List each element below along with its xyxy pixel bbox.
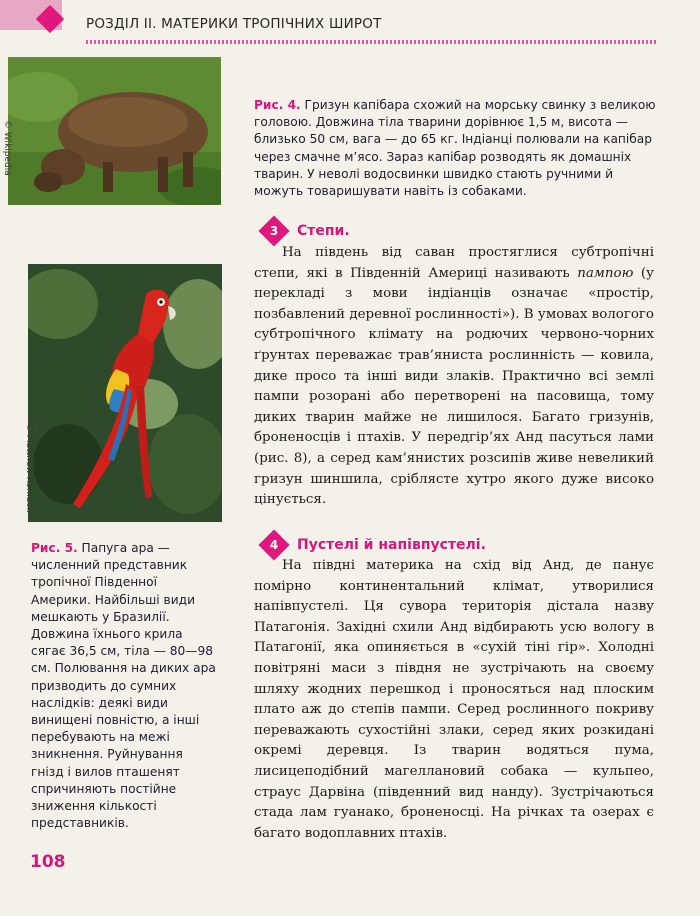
section-4-paragraph: На півдні материка на схід від Анд, де панує помірно континентальний клімат, утворилися напівпустелі. Ця сувора територія дістала назву Патагонія. Західні схили Анд відбирають усю вологу в Патагонії, яка опиняється в «сухій тіні гір». Холодні повітряні маси з півдня не зустрічають на своєму шляху жодних перешкод і проносяться над плоским плато аж до степів пампи. Серед рослинного покриву переважають сухостійні злаки, серед яких розкидані окремі деревця. Із тварин водяться пума, лисицеподібний магеллановий собака — кульпео, страус Дарвіна (південний вид нанду). Зустрічаються стада лам гуанако, броненосці. На річках та озерах є багато водоплавних птахів. (254, 558, 654, 841)
figure-5-caption (31, 540, 217, 832)
term-pampa: пампою (577, 265, 634, 281)
figure-4-label: Рис. 4. (254, 98, 301, 112)
figure-5-label: Рис. 5. (31, 541, 78, 555)
running-header: РОЗДІЛ ІІ. МАТЕРИКИ ТРОПІЧНИХ ШИРОТ (86, 16, 382, 32)
section-3-number-icon (258, 215, 289, 246)
section-4-title: Пустелі й напівпустелі. (297, 537, 486, 553)
section-4-heading (263, 534, 486, 556)
header-dotted-rule (86, 40, 656, 44)
parrot-photo-credit: © Matthew Romack (24, 423, 34, 513)
section-3-text (254, 243, 654, 511)
section-3-number: 3 (269, 224, 279, 238)
section-3-title: Степи. (297, 223, 350, 239)
parrot-photo (28, 264, 222, 522)
section-4-number: 4 (269, 538, 279, 552)
capybara-photo-credit: © Wikipedia (2, 120, 12, 176)
capybara-photo (8, 57, 221, 205)
page-number: 108 (30, 852, 66, 872)
figure-5-text: Папуга ара — численний представник тропічної Південної Америки. Найбільші види мешкають у Бразилії. Довжина їхнього крила сягає 36,5 см, тіла — 80—98 см. Полювання на диких ара призводить до сумних наслідків: деякі види винищені повністю, а інші перебувають на межі зникнення. Руйнування гнізд і вилов пташенят спричиняють постійне зниження кількості представників. (31, 541, 216, 831)
section-3-heading (263, 220, 350, 242)
figure-4-text: Гризун капібара схожий на морську свинку з великою головою. Довжина тіла тварини дорівнює 1,5 м, висота — близько 50 см, вага — до 65 кг. Індіанці полювали на капібар через смачне м’ясо. Зараз капібар розводять як домашніх тварин. У неволі водосвинки швидко стають ручними й можуть товаришувати навіть із собаками. (254, 98, 656, 199)
figure-4-caption (254, 97, 656, 200)
section-3-paragraph: На південь від саван простяглися субтропічні степи, які в Південній Америці називають пампою (у перекладі з мови індіанців означає «простір, позбавлений деревної рослинності»). В умовах вологого субтропічного клімату на родючих червоно-чорних ґрунтах переважає трав’яниста рослинність — ковила, дике просо та інші види злаків. Практично всі землі пампи розорані або перетворені на пасовища, тому диких тварин майже не лишилося. Багато гризунів, броненосців і птахів. У передгір’ях Анд пасуться лами (рис. 8), а серед кам’янистих розсипів живе невеликий гризун шиншила, сріблясте хутро якого дуже високо цінується. (254, 245, 654, 508)
section-4-text (254, 556, 654, 844)
